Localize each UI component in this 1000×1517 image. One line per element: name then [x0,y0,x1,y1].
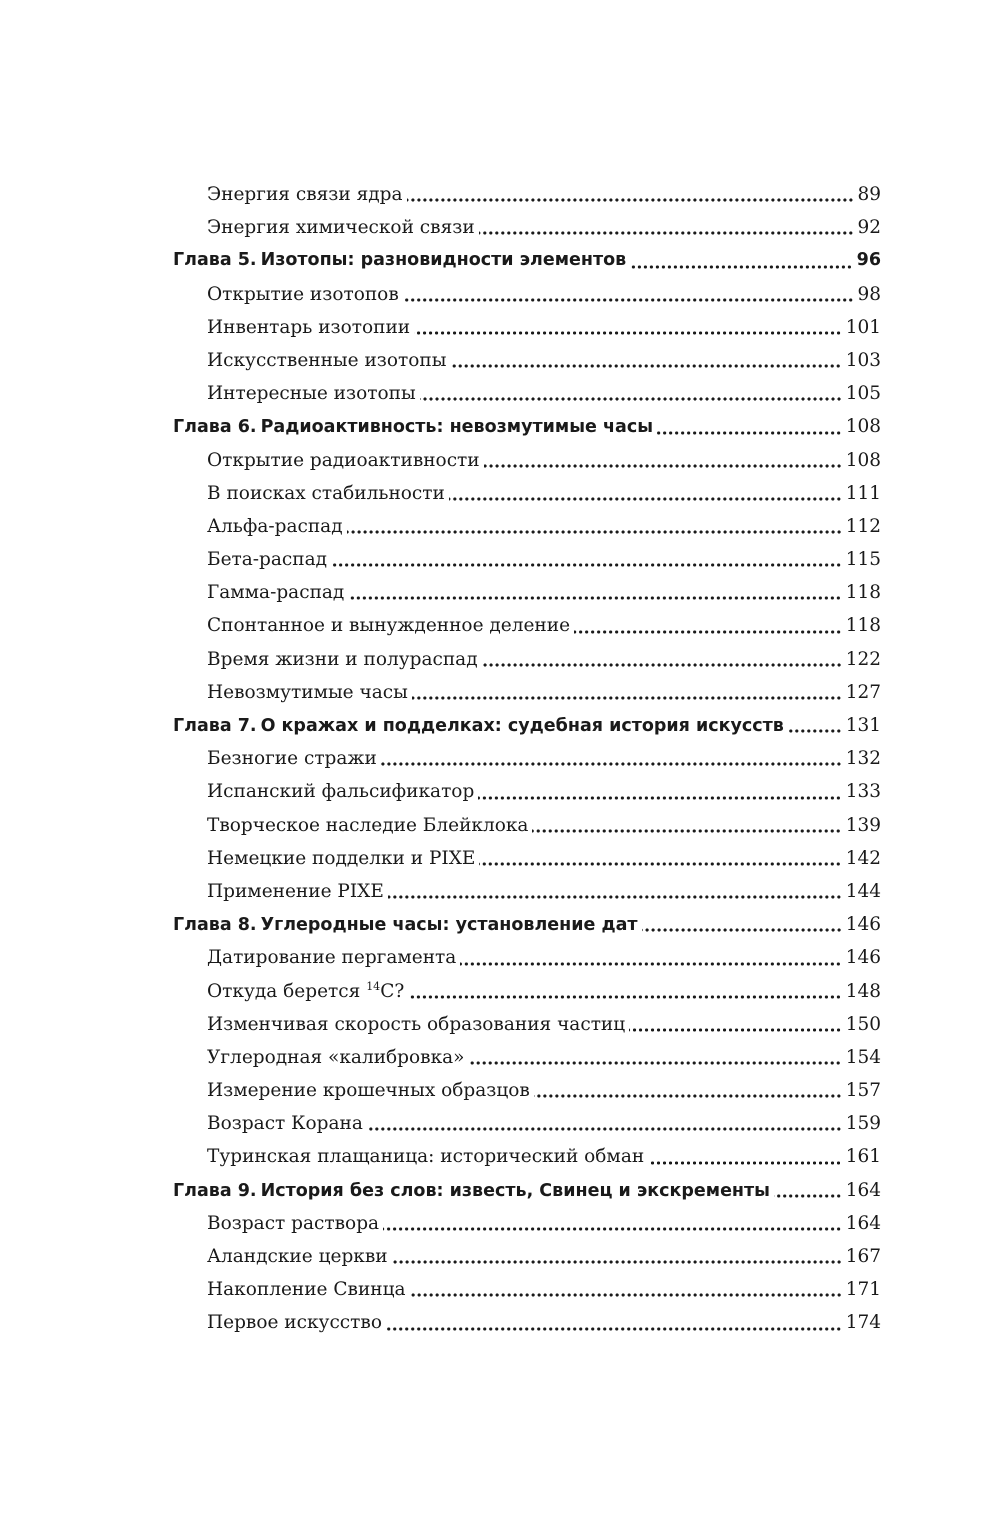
toc-entry[interactable] [173,1207,881,1240]
chapter-page: 164 [845,1179,881,1201]
toc-entry-title: Немецкие подделки и PIXE [207,847,476,869]
toc-entry-page: 167 [845,1246,881,1267]
dot-leader [532,829,841,833]
toc-entry-title: Первое искусство [207,1312,382,1334]
toc-entry[interactable] [173,444,881,477]
dot-leader [574,630,842,634]
chapter-number: Глава 9. [173,1180,257,1201]
toc-entry[interactable] [173,510,881,543]
toc-entry-title: Углеродная «калибровка» [207,1046,465,1068]
toc-entry[interactable] [173,941,881,974]
toc-entry-page: 122 [845,648,881,670]
dot-leader [657,431,842,435]
toc-entry-title: Творческое наследие Блейклока [207,814,529,836]
toc-entry-page: 164 [845,1212,881,1234]
toc-entry[interactable] [173,1240,881,1273]
toc-entry-page: 89 [857,184,881,205]
toc-entry[interactable] [173,842,881,875]
toc-entry-title: Аландские церкви [207,1246,388,1267]
toc-chapter-7[interactable] [173,709,881,742]
toc-entry-page: 127 [845,681,881,703]
chapter-title: Углеродные часы: установление дат [260,915,638,936]
dot-leader [642,928,842,932]
toc-chapter-8[interactable] [173,908,881,941]
chapter-title: Радиоактивность: невозмутимые часы [260,417,654,438]
toc-entry-title: Возраст раствора [207,1212,380,1234]
dot-leader [479,231,854,235]
dot-leader [403,298,854,302]
toc-entry-title: Открытие изотопов [207,283,399,305]
toc-entry[interactable] [173,278,881,311]
dot-leader [348,596,841,600]
dot-leader [630,265,852,269]
toc-entry-title: Бета-распад [207,549,328,571]
toc-entry-title: Искусственные изотопы [207,349,447,371]
toc-entry-page: 157 [845,1080,881,1102]
toc-entry-page: 98 [857,283,881,305]
dot-leader [381,762,842,766]
dot-leader [367,1127,842,1131]
chapter-page: 131 [845,715,881,736]
toc-entry-page: 154 [845,1046,881,1068]
toc-entry[interactable] [173,775,881,808]
toc-entry-page: 118 [845,582,881,604]
toc-entry-title: Открытие радиоактивности [207,449,480,471]
toc-entry-title: Туринская плащаница: исторический обман [207,1146,645,1168]
dot-leader [788,729,842,733]
chapter-title: Изотопы: разновидности элементов [260,250,627,271]
chapter-title: История без слов: известь, Свинец и экскременты [260,1180,770,1201]
dot-leader [408,995,841,999]
toc-entry[interactable] [173,643,881,676]
table-of-contents [173,178,881,1340]
toc-chapter-5[interactable] [173,244,881,277]
chapter-page: 146 [845,914,881,936]
chapter-number: Глава 7. [173,716,257,736]
toc-entry[interactable] [173,178,881,211]
toc-entry-page: 133 [845,781,881,803]
toc-entry-page: 161 [845,1146,881,1168]
toc-entry-title: Инвентарь изотопии [207,316,411,338]
toc-entry[interactable] [173,477,881,510]
toc-entry-title: Гамма-распад [207,582,345,604]
toc-entry-title: Испанский фальсификатор [207,781,475,803]
toc-entry[interactable] [173,311,881,344]
toc-entry[interactable] [173,809,881,842]
toc-entry-title: Изменчивая скорость образования частиц [207,1013,626,1035]
chapter-page: 96 [856,250,881,271]
dot-leader [388,895,842,899]
toc-entry-page: 115 [845,549,881,571]
dot-leader [392,1260,842,1264]
dot-leader [648,1161,842,1165]
toc-chapter-6[interactable] [173,410,881,443]
dot-leader [414,331,842,335]
toc-entry-page: 103 [845,349,881,371]
toc-entry-page: 148 [845,980,881,1002]
toc-entry-title: Невозмутимые часы [207,681,408,703]
toc-entry-title: Датирование пергамента [207,947,457,969]
toc-entry-title: Спонтанное и вынужденное деление [207,615,571,637]
dot-leader [407,198,854,202]
dot-leader [412,696,842,700]
toc-entry-page: 142 [845,847,881,869]
toc-entry-page: 108 [845,449,881,471]
dot-leader [383,1227,842,1231]
dot-leader [460,962,841,966]
toc-entry[interactable] [173,975,881,1008]
toc-entry-title: Энергия связи ядра [207,184,403,205]
toc-entry-title: Накопление Свинца [207,1279,406,1301]
toc-entry-title: Применение PIXE [207,880,384,902]
dot-leader [484,464,842,468]
toc-entry-page: 150 [845,1013,881,1035]
toc-entry[interactable] [173,1107,881,1140]
dot-leader [468,1061,841,1065]
title-post: C? [380,980,405,1002]
toc-entry[interactable] [173,377,881,410]
toc-entry[interactable] [173,576,881,609]
title-pre: Откуда берется [207,980,367,1002]
toc-entry[interactable] [173,344,881,377]
toc-entry-page: 105 [845,383,881,405]
toc-entry[interactable] [173,1074,881,1107]
toc-entry-title [207,975,404,1008]
chapter-number: Глава 6. [173,417,257,438]
toc-entry[interactable] [173,211,881,244]
toc-entry-title: Возраст Корана [207,1113,363,1135]
dot-leader [450,364,841,368]
toc-entry-page: 174 [845,1312,881,1334]
toc-entry-title: В поисках стабильности [207,482,445,504]
chapter-number: Глава 5. [173,250,257,271]
toc-entry-page: 159 [845,1113,881,1135]
toc-entry[interactable] [173,676,881,709]
dot-leader [410,1293,842,1297]
toc-entry-page: 139 [845,814,881,836]
toc-entry[interactable] [173,1008,881,1041]
toc-entry[interactable] [173,1273,881,1306]
toc-entry-page: 144 [845,880,881,902]
toc-entry-title: Время жизни и полураспад [207,648,478,670]
dot-leader [347,530,842,534]
toc-entry-page: 112 [845,515,881,537]
toc-entry-title: Безногие стражи [207,748,377,770]
dot-leader [420,397,842,401]
dot-leader [774,1194,842,1198]
dot-leader [449,497,842,501]
toc-entry[interactable] [173,1306,881,1339]
toc-entry-page: 111 [845,482,881,504]
toc-entry-page: 171 [845,1279,881,1301]
toc-entry-page: 146 [845,947,881,969]
chapter-page: 108 [845,416,881,438]
toc-entry[interactable] [173,609,881,642]
dot-leader [478,796,841,800]
toc-entry[interactable] [173,742,881,775]
toc-entry-page: 101 [845,316,881,338]
toc-entry[interactable] [173,875,881,908]
toc-entry-page: 92 [857,217,881,239]
dot-leader [482,663,842,667]
toc-entry-title: Интересные изотопы [207,383,416,405]
toc-entry-page: 132 [845,748,881,770]
dot-leader [534,1094,842,1098]
dot-leader [386,1327,842,1331]
chapter-number: Глава 8. [173,915,257,936]
toc-entry-title: Измерение крошечных образцов [207,1080,530,1102]
dot-leader [331,563,842,567]
dot-leader [479,862,841,866]
toc-entry[interactable] [173,1140,881,1173]
toc-entry[interactable] [173,1041,881,1074]
toc-chapter-9[interactable] [173,1174,881,1207]
dot-leader [629,1028,842,1032]
toc-entry[interactable] [173,543,881,576]
toc-entry-title: Энергия химической связи [207,217,475,239]
toc-entry-page: 118 [845,615,881,637]
toc-entry-title: Альфа-распад [207,515,343,537]
chapter-title: О кражах и подделках: судебная история искусств [260,716,784,736]
isotope-superscript: 14 [366,979,381,993]
